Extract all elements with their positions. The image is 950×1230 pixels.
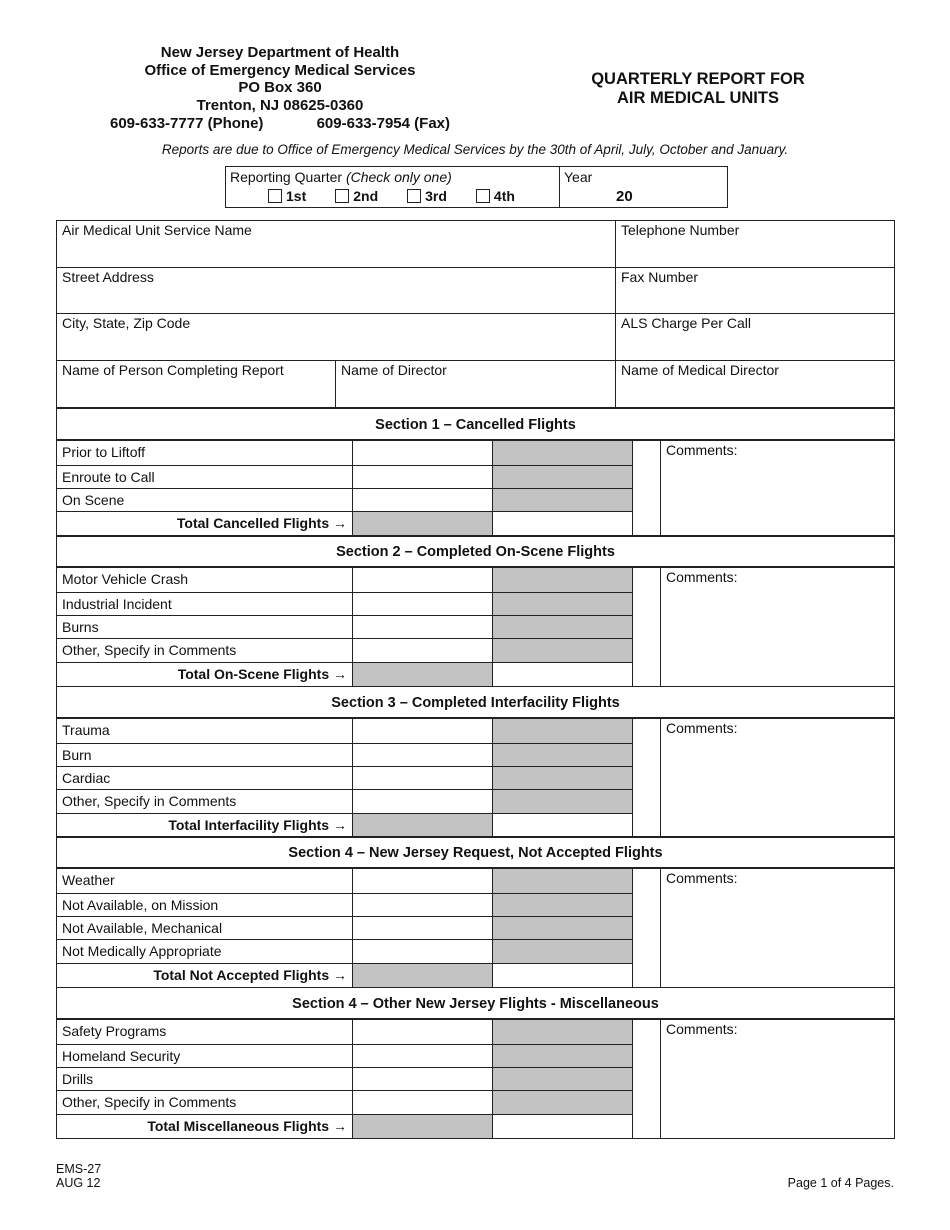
row-label: Other, Specify in Comments <box>57 1091 352 1114</box>
row-label: Trauma <box>57 719 352 744</box>
shaded-cell <box>493 441 632 466</box>
director-field[interactable]: Name of Director <box>336 361 616 408</box>
form-code <box>56 1162 101 1190</box>
row-label: Industrial Incident <box>57 593 352 616</box>
row-label: Motor Vehicle Crash <box>57 568 352 593</box>
count-cell[interactable] <box>353 1020 492 1045</box>
count-cell[interactable] <box>353 744 492 767</box>
shaded-cell <box>493 767 632 790</box>
comments-field[interactable]: Comments: <box>666 720 738 736</box>
total-label: Total Miscellaneous Flights → <box>147 1117 347 1134</box>
section-on-scene-flights <box>56 535 895 687</box>
count-cell[interactable] <box>353 917 492 940</box>
shaded-cell <box>493 639 632 662</box>
checkbox-2nd[interactable] <box>335 189 349 203</box>
shaded-cell <box>353 1115 492 1138</box>
spacer-column <box>633 719 661 837</box>
count-cell[interactable] <box>353 719 492 744</box>
shaded-cell <box>493 1020 632 1045</box>
shaded-cell <box>493 489 632 512</box>
info-row <box>57 314 894 361</box>
row-label: Drills <box>57 1068 352 1091</box>
total-cell[interactable] <box>493 964 632 987</box>
count-cell[interactable] <box>353 489 492 512</box>
count-column <box>353 568 493 686</box>
shaded-cell <box>493 1091 632 1114</box>
quarter-option-3rd[interactable] <box>407 188 447 204</box>
agency-office: Office of Emergency Medical Services <box>144 61 416 79</box>
count-cell[interactable] <box>353 568 492 593</box>
section-body <box>57 869 894 987</box>
spacer-column <box>633 441 661 536</box>
shaded-cell <box>493 940 632 963</box>
row-label: Other, Specify in Comments <box>57 639 352 662</box>
spacer-column <box>633 869 661 987</box>
shaded-cell <box>353 663 492 686</box>
shaded-cell <box>353 964 492 987</box>
row-label: Not Available, on Mission <box>57 894 352 917</box>
row-label: Cardiac <box>57 767 352 790</box>
total-cell[interactable] <box>493 663 632 686</box>
quarter-hint: (Check only one) <box>345 169 452 185</box>
quarter-option-label: 3rd <box>425 188 447 204</box>
info-row <box>57 361 894 408</box>
row-labels <box>57 1020 353 1138</box>
total-cell[interactable] <box>493 814 632 837</box>
shaded-cell <box>493 1045 632 1068</box>
shaded-cell <box>493 894 632 917</box>
count-cell[interactable] <box>353 767 492 790</box>
row-label: Enroute to Call <box>57 466 352 489</box>
due-date-note: Reports are due to Office of Emergency Medical Services by the 30th of April, July, October and January. <box>161 142 789 157</box>
section-title: Section 4 – Other New Jersey Flights - Miscellaneous <box>57 988 894 1020</box>
total-cell[interactable] <box>493 1115 632 1138</box>
quarter-option-1st[interactable] <box>268 188 306 204</box>
agency-phone: 609-633-7777 (Phone) <box>110 114 264 132</box>
section-body <box>57 1020 894 1138</box>
row-label: Not Available, Mechanical <box>57 917 352 940</box>
shaded-cell <box>353 814 492 837</box>
count-column <box>353 719 493 837</box>
person-completing-field[interactable]: Name of Person Completing Report <box>57 361 336 408</box>
street-address-field[interactable]: Street Address <box>57 268 616 314</box>
quarter-label-text: Reporting Quarter <box>230 169 343 185</box>
section-miscellaneous-flights <box>56 987 895 1139</box>
section-title: Section 4 – New Jersey Request, Not Accepted Flights <box>57 837 894 869</box>
info-row <box>57 221 894 268</box>
report-title-line1: QUARTERLY REPORT FOR <box>591 70 805 88</box>
total-label: Total Not Accepted Flights → <box>153 966 347 983</box>
year-field[interactable] <box>560 166 728 208</box>
shaded-cell <box>493 1068 632 1091</box>
agency-fax: 609-633-7954 (Fax) <box>316 114 450 132</box>
count-cell[interactable] <box>353 940 492 963</box>
shaded-cell <box>493 466 632 489</box>
shaded-cell <box>353 512 492 535</box>
quarter-options <box>268 188 515 204</box>
agency-block <box>80 44 480 133</box>
row-label: Not Medically Appropriate <box>57 940 352 963</box>
total-label: Total On-Scene Flights → <box>177 665 347 682</box>
count-cell[interactable] <box>353 466 492 489</box>
shaded-cell <box>493 917 632 940</box>
shaded-cell <box>493 719 632 744</box>
count-cell[interactable] <box>353 1068 492 1091</box>
row-labels <box>57 869 353 987</box>
quarter-option-2nd[interactable] <box>335 188 378 204</box>
service-info-grid <box>56 220 895 409</box>
count-cell[interactable] <box>353 790 492 813</box>
total-column <box>493 1020 633 1138</box>
count-cell[interactable] <box>353 593 492 616</box>
quarter-option-label: 1st <box>286 188 307 204</box>
total-label: Total Cancelled Flights → <box>176 515 347 532</box>
section-title: Section 2 – Completed On-Scene Flights <box>57 536 894 568</box>
spacer-column <box>633 1020 661 1138</box>
reporting-quarter-label <box>230 169 452 185</box>
checkbox-3rd[interactable] <box>407 189 421 203</box>
section-body <box>57 441 894 536</box>
row-label: Weather <box>57 869 352 894</box>
als-charge-field[interactable]: ALS Charge Per Call <box>621 315 751 331</box>
report-title-line2: AIR MEDICAL UNITS <box>617 89 779 107</box>
agency-contact <box>80 115 480 133</box>
count-cell[interactable] <box>353 1045 492 1068</box>
row-label: Burn <box>57 744 352 767</box>
year-prefix: 20 <box>616 188 633 205</box>
quarter-option-label: 4th <box>493 188 515 204</box>
shaded-cell <box>493 744 632 767</box>
total-column <box>493 441 633 536</box>
row-label: On Scene <box>57 489 352 512</box>
agency-city: Trenton, NJ 08625-0360 <box>196 97 364 115</box>
row-label: Safety Programs <box>57 1020 352 1045</box>
form-number: EMS-27 <box>56 1162 102 1176</box>
count-column <box>353 1020 493 1138</box>
total-column <box>493 568 633 686</box>
section-cancelled-flights <box>56 408 895 537</box>
total-column <box>493 719 633 837</box>
section-title: Section 3 – Completed Interfacility Flights <box>57 687 894 719</box>
row-label: Prior to Liftoff <box>57 441 352 466</box>
total-column <box>493 869 633 987</box>
reporting-quarter-box <box>225 166 560 208</box>
telephone-field[interactable]: Telephone Number <box>621 222 740 238</box>
quarter-option-label: 2nd <box>353 188 379 204</box>
section-interfacility-flights <box>56 686 895 838</box>
info-row <box>57 268 894 315</box>
shaded-cell <box>493 568 632 593</box>
row-labels <box>57 441 353 536</box>
shaded-cell <box>493 616 632 639</box>
count-column <box>353 869 493 987</box>
row-labels <box>57 719 353 837</box>
form-revision: AUG 12 <box>56 1176 101 1190</box>
count-column <box>353 441 493 536</box>
section-body <box>57 568 894 686</box>
section-body <box>57 719 894 837</box>
report-title <box>560 70 836 108</box>
checkbox-4th[interactable] <box>476 189 490 203</box>
quarter-option-4th[interactable] <box>476 188 515 204</box>
shaded-cell <box>493 593 632 616</box>
page-number: Page 1 of 4 Pages. <box>787 1176 894 1190</box>
row-labels <box>57 568 353 686</box>
section-not-accepted-flights <box>56 836 895 988</box>
shaded-cell <box>493 869 632 894</box>
count-cell[interactable] <box>353 869 492 894</box>
count-cell[interactable] <box>353 639 492 662</box>
row-label: Other, Specify in Comments <box>57 790 352 813</box>
row-label: Burns <box>57 616 352 639</box>
shaded-cell <box>493 790 632 813</box>
agency-name: New Jersey Department of Health <box>160 44 400 61</box>
medical-director-field[interactable]: Name of Medical Director <box>621 361 779 378</box>
comments-field[interactable]: Comments: <box>666 870 738 886</box>
comments-field[interactable]: Comments: <box>666 1021 738 1037</box>
section-title: Section 1 – Cancelled Flights <box>57 409 894 441</box>
city-state-zip-field[interactable]: City, State, Zip Code <box>57 314 616 360</box>
count-cell[interactable] <box>353 441 492 466</box>
agency-po-box: PO Box 360 <box>238 79 322 97</box>
comments-field[interactable]: Comments: <box>666 442 738 458</box>
row-label: Homeland Security <box>57 1045 352 1068</box>
year-label: Year <box>564 169 593 185</box>
count-cell[interactable] <box>353 894 492 917</box>
comments-field[interactable]: Comments: <box>666 569 738 585</box>
count-cell[interactable] <box>353 1091 492 1114</box>
total-label: Total Interfacility Flights → <box>168 816 347 833</box>
spacer-column <box>633 568 661 686</box>
service-name-field[interactable]: Air Medical Unit Service Name <box>57 221 616 267</box>
fax-number-field[interactable]: Fax Number <box>621 268 699 285</box>
count-cell[interactable] <box>353 616 492 639</box>
checkbox-1st[interactable] <box>268 189 282 203</box>
total-cell[interactable] <box>493 512 632 535</box>
